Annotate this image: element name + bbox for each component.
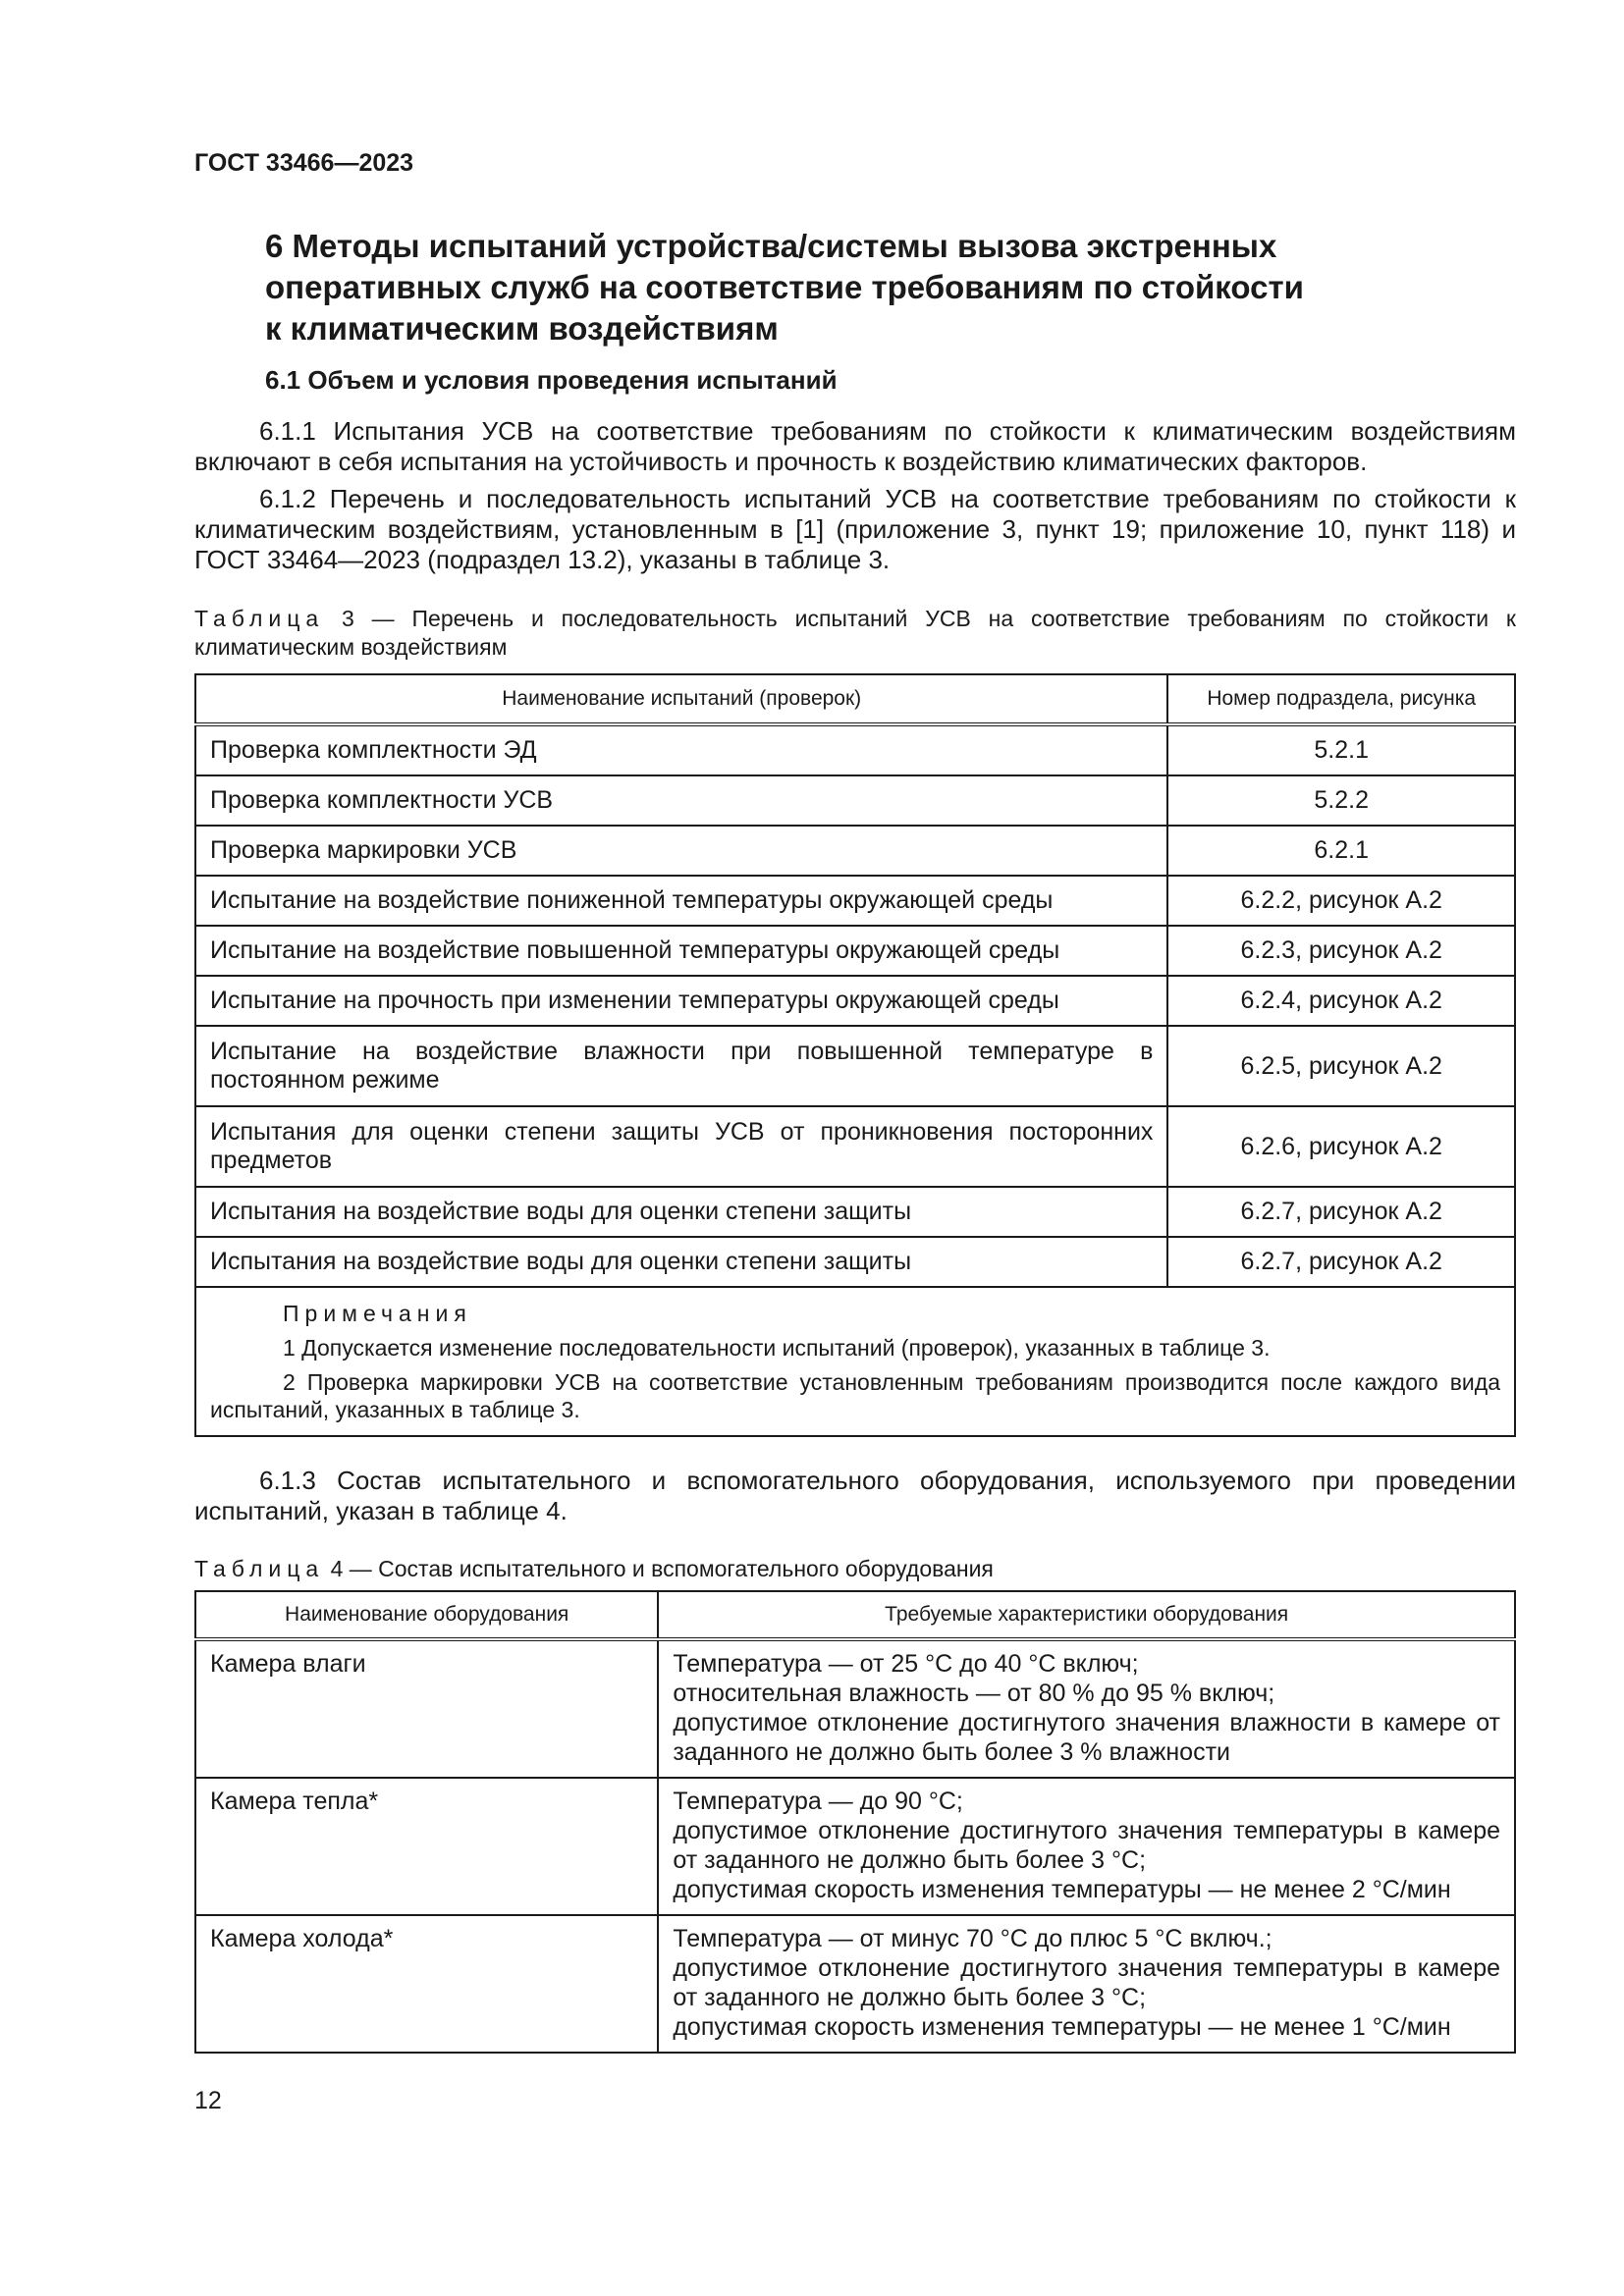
test-name-cell: Проверка маркировки УСВ [195,826,1167,876]
table-4 [194,1590,1516,2054]
subsection-number-cell: 5.2.2 [1167,775,1515,826]
caption-label: Таблица [194,606,325,631]
table-row [195,1026,1515,1106]
paragraph-6-1-2 [194,484,1516,575]
table-row [195,876,1515,926]
table-row [195,826,1515,876]
table-row [195,775,1515,826]
table-row [195,1187,1515,1237]
test-name-cell: Испытания на воздействие воды для оценки степени защиты [195,1237,1167,1287]
paragraph-text: 6.1.2 Перечень и последовательность испытаний УСВ на соответствие требованиям по стойкости к климатическим воздействиям, установленным в [1] (приложение 3, пункт 19; приложение 10, пункт 118) и ГОСТ 33464—2023 (подраздел 13.2), указаны в таблице 3. [194,484,1516,574]
table-row [195,1106,1515,1187]
equipment-characteristics-cell [658,1639,1515,1778]
subsection-number-cell: 6.2.6, рисунок А.2 [1167,1106,1515,1187]
section-title [265,226,1424,349]
subsection-number-cell: 6.2.3, рисунок А.2 [1167,926,1515,976]
paragraph-6-1-3 [194,1466,1516,1526]
table-notes-row [195,1287,1515,1436]
table-row [195,724,1515,775]
test-name-cell: Испытание на воздействие влажности при повышенной температуре в постоянном режиме [195,1026,1167,1106]
subsection-number-cell: 5.2.1 [1167,724,1515,775]
paragraph-text: 6.1.1 Испытания УСВ на соответствие требованиям по стойкости к климатическим воздействиям включают в себя испытания на устойчивость и прочность к воздействию климатических факторов. [194,416,1516,476]
characteristic-line: допустимая скорость изменения температуры — не менее 2 °С/мин [673,1876,1451,1903]
subsection-number-cell: 6.2.7, рисунок А.2 [1167,1187,1515,1237]
subsection-number-cell: 6.2.4, рисунок А.2 [1167,976,1515,1026]
subsection-number-cell: 6.2.1 [1167,826,1515,876]
test-name-cell: Проверка комплектности ЭД [195,724,1167,775]
characteristic-line: допустимое отклонение достигнутого значения температуры в камере от заданного не должно быть более 3 °С; [673,1817,1500,1874]
caption-text: 3 — Перечень и последовательность испытаний УСВ на соответствие требованиям по стойкости к климатическим воздействиям [194,606,1516,660]
table-notes [195,1287,1515,1436]
characteristic-line: допустимая скорость изменения температуры — не менее 1 °С/мин [673,2013,1451,2041]
test-name-cell: Испытания для оценки степени защиты УСВ от проникновения посторонних предметов [195,1106,1167,1187]
caption-label: Таблица [194,1556,325,1581]
table-row [195,1237,1515,1287]
notes-title: Примечания [283,1301,472,1326]
characteristic-line: Температура — от минус 70 °С до плюс 5 °С включ.; [673,1925,1272,1952]
table-row [195,1915,1515,2053]
subsection-number-cell: 6.2.2, рисунок А.2 [1167,876,1515,926]
test-name-cell: Испытания на воздействие воды для оценки степени защиты [195,1187,1167,1237]
characteristic-line: относительная влажность — от 80 % до 95 % включ; [673,1680,1275,1707]
column-header: Наименование испытаний (проверок) [195,674,1167,724]
note-item: 2 Проверка маркировки УСВ на соответствие установленным требованиям производится после каждого вида испытаний, указанных в таблице 3. [210,1369,1500,1422]
equipment-name-cell: Камера тепла* [195,1778,658,1915]
subsection-number-cell: 6.2.5, рисунок А.2 [1167,1026,1515,1106]
note-item: 1 Допускается изменение последовательности испытаний (проверок), указанных в таблице 3. [283,1335,1271,1361]
test-name-cell: Испытание на прочность при изменении температуры окружающей среды [195,976,1167,1026]
table-row [195,926,1515,976]
test-name-cell: Проверка комплектности УСВ [195,775,1167,826]
table3-caption [194,605,1516,662]
table-row [195,1778,1515,1915]
section-title-line: 6 Методы испытаний устройства/системы вызова экстренных [265,228,1277,264]
table-3 [194,673,1516,1437]
characteristic-line: Температура — до 90 °С; [673,1788,963,1815]
caption-text: 4 — Состав испытательного и вспомогательного оборудования [324,1556,994,1581]
equipment-name-cell: Камера холода* [195,1915,658,2053]
subsection-title: 6.1 Объем и условия проведения испытаний [265,365,838,395]
characteristic-line: Температура — от 25 °С до 40 °С включ; [673,1650,1139,1678]
paragraph-text: 6.1.3 Состав испытательного и вспомогательного оборудования, используемого при проведении испытаний, указан в таблице 4. [194,1466,1516,1525]
page-number: 12 [194,2087,222,2114]
characteristic-line: допустимое отклонение достигнутого значения влажности в камере от заданного не должно быть более 3 % влажности [673,1709,1500,1766]
subsection-number-cell: 6.2.7, рисунок А.2 [1167,1237,1515,1287]
section-title-line: к климатическим воздействиям [265,310,779,347]
equipment-name-cell: Камера влаги [195,1639,658,1778]
table4-caption [194,1555,1516,1583]
equipment-characteristics-cell [658,1778,1515,1915]
equipment-characteristics-cell [658,1915,1515,2053]
characteristic-line: допустимое отклонение достигнутого значения температуры в камере от заданного не должно быть более 3 °С; [673,1954,1500,2011]
column-header: Требуемые характеристики оборудования [658,1591,1515,1639]
paragraph-6-1-1 [194,416,1516,477]
document-code: ГОСТ 33466—2023 [194,149,414,177]
test-name-cell: Испытание на воздействие повышенной температуры окружающей среды [195,926,1167,976]
column-header: Номер подраздела, рисунка [1167,674,1515,724]
table-row [195,976,1515,1026]
column-header: Наименование оборудования [195,1591,658,1639]
section-title-line: оперативных служб на соответствие требованиям по стойкости [265,269,1304,305]
test-name-cell: Испытание на воздействие пониженной температуры окружающей среды [195,876,1167,926]
table-row [195,1639,1515,1778]
